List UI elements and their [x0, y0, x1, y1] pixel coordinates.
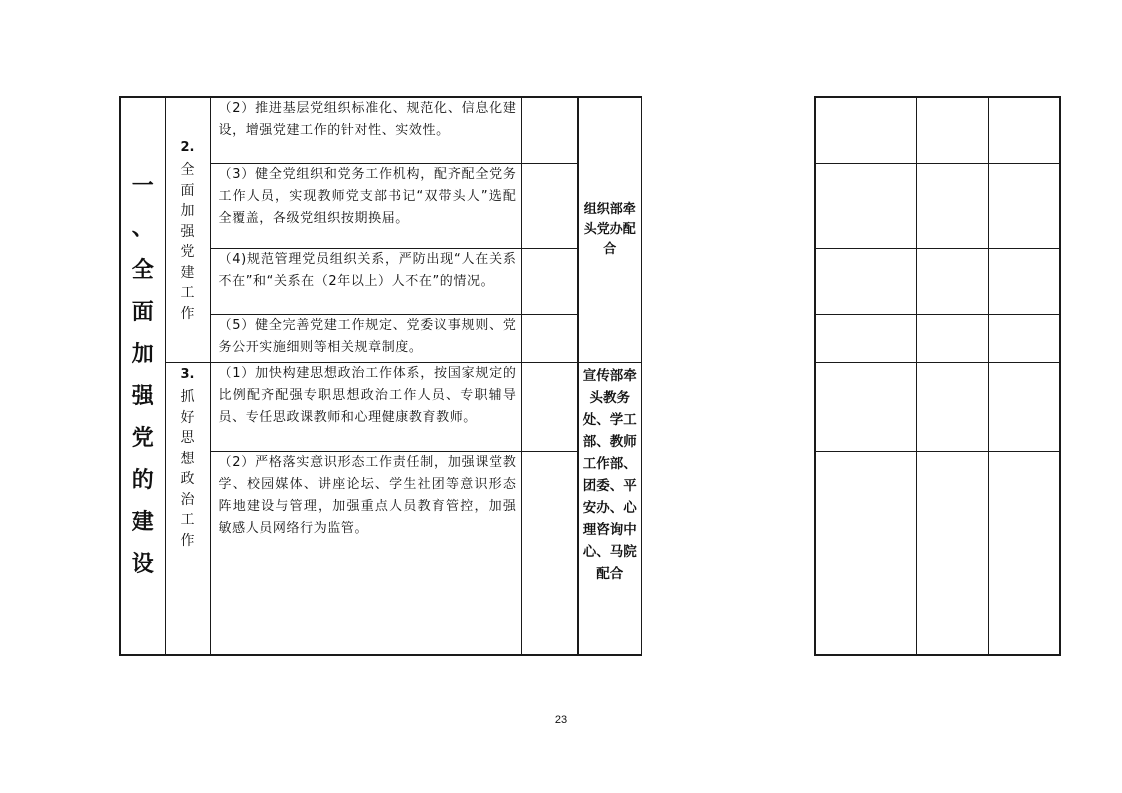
empty-cell [521, 451, 578, 655]
empty-cell [521, 97, 578, 163]
work-plan-table [119, 96, 1061, 656]
task-item: （3）健全党组织和党务工作机构，配齐配全党务工作人员，实现教师党支部书记“双带头人”选配全覆盖，各级党组织按期换届。 [210, 163, 521, 248]
empty-cell [988, 314, 1060, 362]
empty-cell [916, 163, 988, 248]
vertical-char: 的 [131, 468, 154, 493]
vertical-char: 全 [131, 258, 154, 283]
vertical-char: 思 [180, 430, 195, 446]
subsection-3-title [165, 362, 210, 655]
vertical-char: 设 [131, 552, 154, 577]
task-item: （2）推进基层党组织标准化、规范化、信息化建设，增强党建工作的针对性、实效性。 [210, 97, 521, 163]
empty-cell [815, 451, 916, 655]
task-item: （2）严格落实意识形态工作责任制，加强课堂教学、校园媒体、讲座论坛、学生社团等意识形态阵地建设与管理，加强重点人员教育管控，加强敏感人员网络行为监管。 [210, 451, 521, 655]
empty-cell [521, 362, 578, 451]
vertical-char: 工 [180, 512, 195, 528]
vertical-char: 党 [180, 244, 195, 260]
vertical-char: 、 [131, 216, 154, 241]
empty-cell [815, 362, 916, 451]
vertical-char: 政 [180, 471, 195, 487]
empty-cell [521, 314, 578, 362]
empty-cell [815, 97, 916, 163]
vertical-char: 加 [131, 342, 154, 367]
subsection-2-title [165, 97, 210, 362]
empty-cell [988, 451, 1060, 655]
empty-cell [916, 314, 988, 362]
vertical-char: 强 [131, 384, 154, 409]
table-row [120, 362, 1060, 451]
table-row [120, 97, 1060, 163]
empty-cell [988, 248, 1060, 314]
empty-cell [988, 362, 1060, 451]
empty-cell [916, 97, 988, 163]
vertical-char: 工 [180, 285, 195, 301]
empty-cell [521, 163, 578, 248]
vertical-char: 全 [180, 162, 195, 178]
responsibility-cell: 组织部牵头党办配合 [578, 97, 641, 362]
subsection-number: 2. [180, 139, 195, 155]
vertical-char: 治 [180, 491, 195, 508]
vertical-char: 抓 [180, 389, 195, 405]
empty-cell [916, 248, 988, 314]
vertical-char: 作 [180, 305, 195, 322]
vertical-char: 加 [180, 203, 195, 219]
empty-cell [815, 314, 916, 362]
subsection-number: 3. [180, 366, 195, 382]
empty-cell [815, 248, 916, 314]
vertical-char: 党 [131, 426, 154, 451]
vertical-char: 建 [180, 264, 195, 281]
vertical-char: 作 [180, 532, 195, 549]
vertical-char: 面 [131, 300, 154, 325]
vertical-char: 想 [180, 450, 195, 467]
task-item: （4)规范管理党员组织关系，严防出现“人在关系不在”和“关系在（2年以上）人不在”的情况。 [210, 248, 521, 314]
empty-cell [916, 451, 988, 655]
task-item: （5）健全完善党建工作规定、党委议事规则、党务公开实施细则等相关规章制度。 [210, 314, 521, 362]
vertical-char: 一 [131, 174, 154, 199]
vertical-char: 面 [180, 182, 195, 199]
empty-cell [988, 97, 1060, 163]
column-gap [641, 97, 815, 655]
vertical-char: 强 [180, 223, 195, 240]
empty-cell [521, 248, 578, 314]
vertical-char: 好 [180, 409, 195, 426]
responsibility-cell: 宣传部牵头教务处、学工部、教师工作部、团委、平安办、心理咨询中心、马院配合 [578, 362, 641, 655]
page-number: 23 [554, 714, 568, 726]
section-title [120, 97, 165, 655]
empty-cell [916, 362, 988, 451]
empty-cell [988, 163, 1060, 248]
vertical-char: 建 [131, 510, 154, 535]
empty-cell [815, 163, 916, 248]
task-item: （1）加快构建思想政治工作体系，按国家规定的比例配齐配强专职思想政治工作人员、专职辅导员、专任思政课教师和心理健康教育教师。 [210, 362, 521, 451]
